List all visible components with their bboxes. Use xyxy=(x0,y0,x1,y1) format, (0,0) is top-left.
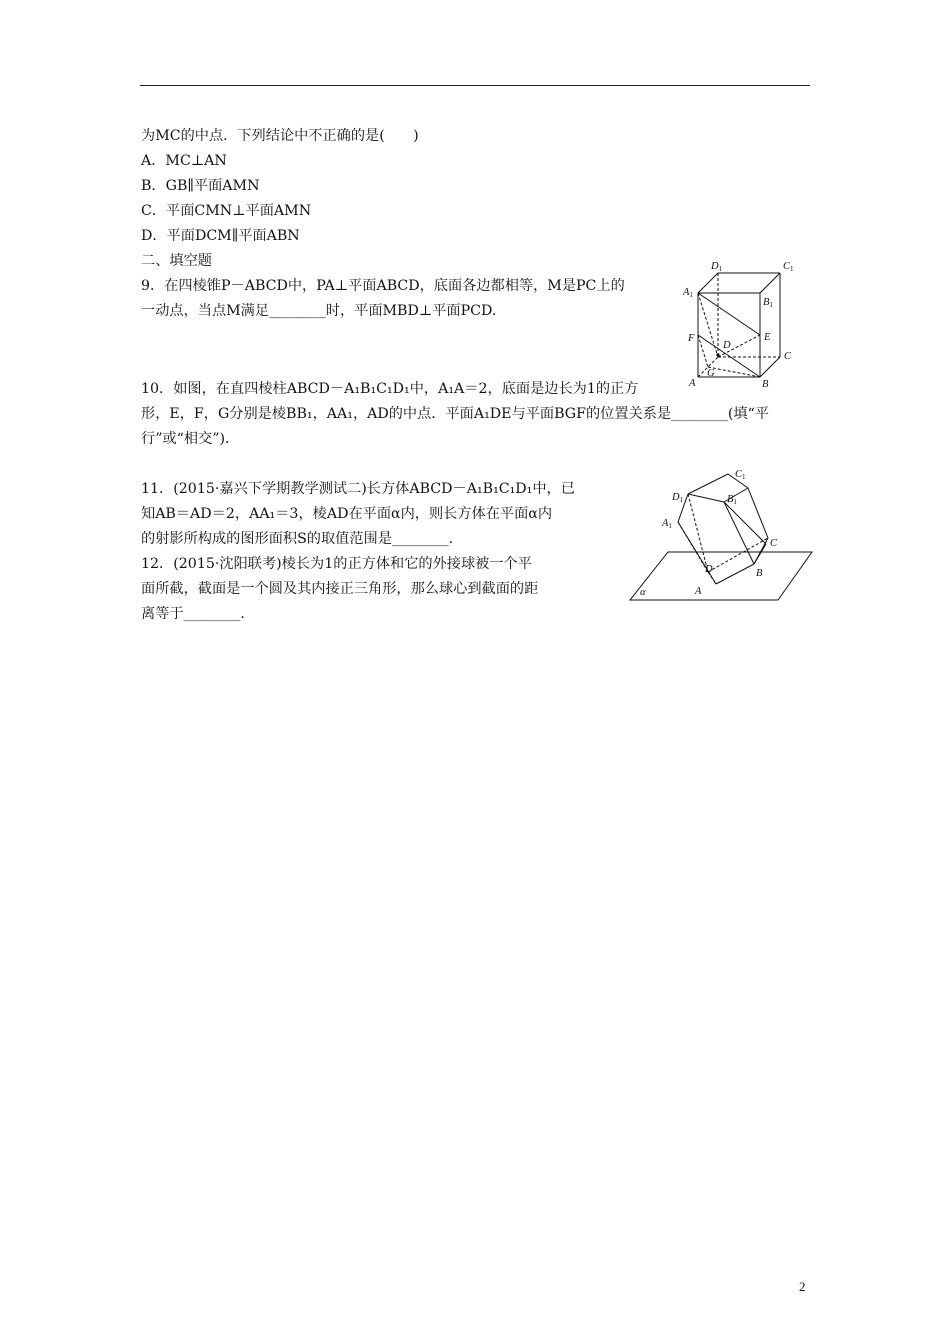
label-b1: B1 xyxy=(763,297,773,309)
option-b: B．GB∥平面AMN xyxy=(141,178,260,194)
question-12-line-3: 离等于________. xyxy=(141,606,245,622)
label-c1: C1 xyxy=(783,261,794,273)
label-e: E xyxy=(764,332,771,343)
question-10-line-1: 10．如图，在直四棱柱ABCD－A₁B₁C₁D₁中，A₁A＝2，底面是边长为1的正方 xyxy=(141,381,639,397)
label-alpha: α xyxy=(640,587,646,598)
label-c1: C1 xyxy=(735,469,746,481)
label-a1: A1 xyxy=(662,518,672,530)
question-10-line-2: 形，E，F，G分别是棱BB₁，AA₁，AD的中点．平面A₁DE与平面BGF的位置关系是________(填“平 xyxy=(141,406,770,422)
label-c: C xyxy=(770,538,778,549)
question-12-line-1: 12．(2015·沈阳联考)棱长为1的正方体和它的外接球被一个平 xyxy=(141,556,532,572)
label-a1: A1 xyxy=(683,287,693,299)
question-11-line-1: 11．(2015·嘉兴下学期教学测试二)长方体ABCD－A₁B₁C₁D₁中，已 xyxy=(141,481,575,497)
label-b: B xyxy=(756,568,763,579)
page-number: 2 xyxy=(799,1279,806,1294)
text-line-1: 为MC的中点．下列结论中不正确的是( ) xyxy=(141,128,419,144)
label-d: D xyxy=(705,564,713,575)
label-d1: D1 xyxy=(711,261,723,273)
cuboid-plane-figure xyxy=(628,460,814,605)
option-c: C．平面CMN⊥平面AMN xyxy=(141,203,312,219)
label-f: F xyxy=(688,333,695,344)
header-rule xyxy=(140,85,810,86)
label-c: C xyxy=(784,351,792,362)
label-d: D xyxy=(723,340,731,351)
label-a: A xyxy=(695,586,702,597)
label-g: G xyxy=(707,368,715,379)
question-9-line-2: 一动点，当点M满足________时，平面MBD⊥平面PCD. xyxy=(141,303,497,319)
section-heading: 二、填空题 xyxy=(141,253,212,269)
question-10-line-3: 行”或“相交”)． xyxy=(141,431,240,447)
label-a: A xyxy=(689,378,696,389)
question-9-line-1: 9．在四棱锥P－ABCD中，PA⊥平面ABCD，底面各边都相等，M是PC上的 xyxy=(141,278,625,294)
prism-figure xyxy=(680,255,810,395)
question-11-line-2: 知AB＝AD＝2，AA₁＝3，棱AD在平面α内，则长方体在平面α内 xyxy=(141,506,553,522)
option-a: A．MC⊥AN xyxy=(141,153,227,169)
label-b: B xyxy=(762,379,769,390)
question-11-line-3: 的射影所构成的图形面积S的取值范围是________. xyxy=(141,531,454,547)
label-b1: B1 xyxy=(727,494,737,506)
label-d1: D1 xyxy=(672,492,684,504)
option-d: D．平面DCM∥平面ABN xyxy=(141,228,300,244)
question-12-line-2: 面所截，截面是一个圆及其内接正三角形，那么球心到截面的距 xyxy=(141,581,539,597)
